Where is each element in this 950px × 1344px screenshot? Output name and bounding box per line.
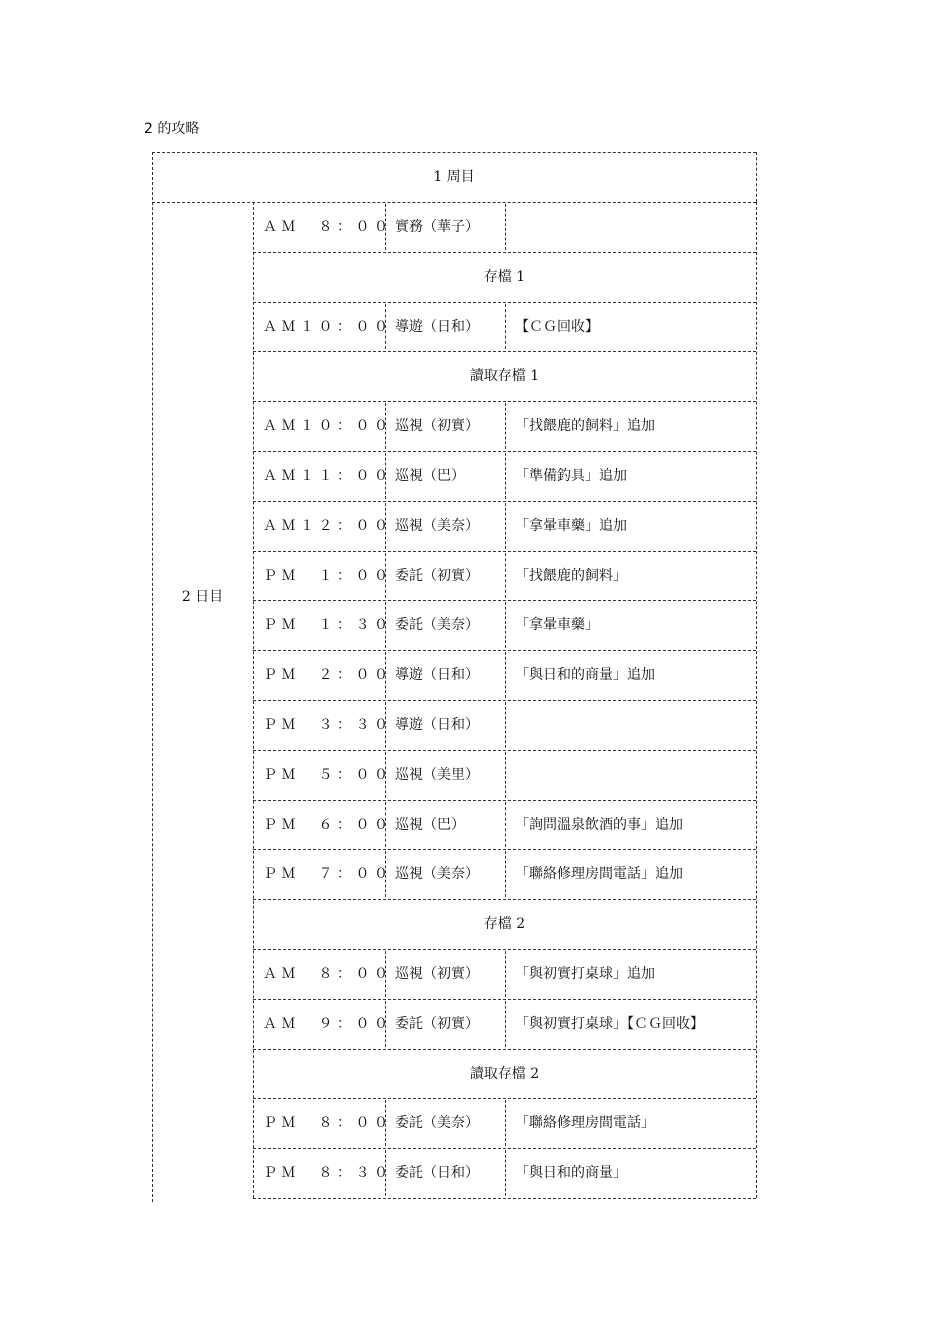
time-cell: ＰＭ ８：００: [263, 1115, 393, 1132]
time-cell: ＡＭ１０：００: [263, 418, 393, 435]
action-column-divider: [505, 752, 506, 798]
section-label: 讀取存檔 2: [469, 1065, 540, 1082]
action-cell: 實務（華子）: [395, 219, 479, 235]
action-column-divider: [505, 204, 506, 250]
row-divider: [253, 551, 756, 552]
row-divider: [253, 252, 756, 253]
action-column-divider: [505, 951, 506, 997]
action-cell: 巡視（美奈）: [395, 866, 479, 883]
action-column-divider: [505, 403, 506, 449]
time-cell: ＡＭ１２：００: [263, 517, 393, 534]
time-cell: ＰＭ ２：００: [263, 667, 393, 684]
row-divider: [253, 451, 756, 452]
title-bottom-border: [152, 202, 756, 203]
action-column-divider: [505, 1001, 506, 1047]
action-column-divider: [505, 1150, 506, 1196]
action-column-divider: [505, 304, 506, 350]
action-cell: 委託（初實）: [395, 1015, 479, 1032]
action-cell: 巡視（巴）: [395, 468, 465, 484]
row-divider: [253, 1049, 756, 1050]
note-cell: 「與初實打桌球」【ＣＧ回收】: [515, 1015, 704, 1032]
note-cell: 「與日和的商量」: [515, 1165, 627, 1182]
action-cell: 巡視（美里）: [395, 766, 479, 783]
action-cell: 導遊（日和）: [395, 667, 479, 684]
note-cell: 「詢問溫泉飲酒的事」追加: [515, 816, 683, 833]
time-cell: ＡＭ ９：００: [263, 1015, 393, 1032]
row-divider: [253, 999, 756, 1000]
action-cell: 巡視（初實）: [395, 418, 479, 435]
action-cell: 巡視（美奈）: [395, 517, 479, 534]
note-cell: 「拿暈車藥」追加: [515, 517, 627, 534]
time-cell: ＰＭ ７：００: [263, 866, 393, 883]
row-divider: [253, 1148, 756, 1149]
time-cell: ＰＭ ３：３０: [263, 717, 393, 733]
row-divider: [253, 949, 756, 950]
note-cell: 「與初實打桌球」追加: [515, 966, 655, 982]
row-divider: [253, 600, 756, 601]
table-left-border: [152, 152, 153, 1202]
time-cell: ＰＭ ８：３０: [263, 1165, 393, 1182]
row-divider: [253, 650, 756, 651]
table-top-border: [152, 152, 756, 153]
row-divider: [253, 750, 756, 751]
action-column-divider: [505, 602, 506, 648]
time-cell: ＰＭ １：００: [263, 567, 393, 584]
action-cell: 委託（初實）: [395, 567, 479, 584]
note-cell: 「聯絡修理房間電話」: [515, 1115, 655, 1132]
action-cell: 委託（日和）: [395, 1165, 479, 1182]
action-column-divider: [505, 453, 506, 499]
row-divider: [253, 849, 756, 850]
row-divider: [253, 401, 756, 402]
note-cell: 「準備釣具」追加: [515, 468, 627, 484]
action-column-divider: [505, 702, 506, 748]
row-divider: [253, 302, 756, 303]
note-cell: 【ＣＧ回收】: [515, 318, 599, 335]
section-label: 存檔 2: [483, 916, 526, 933]
time-cell: ＰＭ ５：００: [263, 766, 393, 783]
row-divider: [253, 800, 756, 801]
day-label: 2 日目: [181, 589, 224, 605]
note-cell: 「聯絡修理房間電話」追加: [515, 866, 683, 883]
section-label: 存檔 1: [483, 268, 526, 285]
grid-right-border: [756, 202, 757, 1198]
row-divider: [253, 501, 756, 502]
time-cell: ＡＭ１１：００: [263, 468, 393, 484]
time-cell: ＰＭ １：３０: [263, 617, 393, 634]
row-divider: [253, 899, 756, 900]
action-column-divider: [505, 851, 506, 897]
action-column-divider: [505, 503, 506, 549]
note-cell: 「與日和的商量」追加: [515, 667, 655, 684]
note-cell: 「找餵鹿的飼料」: [515, 567, 627, 584]
title-right-border: [756, 152, 757, 202]
document-heading: 2 的攻略: [144, 121, 200, 137]
note-cell: 「找餵鹿的飼料」追加: [515, 418, 655, 435]
action-cell: 導遊（日和）: [395, 318, 479, 335]
action-cell: 導遊（日和）: [395, 717, 479, 733]
action-column-divider: [505, 553, 506, 599]
action-column-divider: [505, 802, 506, 848]
action-cell: 巡視（巴）: [395, 816, 465, 833]
time-cell: ＰＭ ６：００: [263, 816, 393, 833]
note-cell: 「拿暈車藥」: [515, 617, 599, 634]
time-cell: ＡＭ ８：００: [263, 219, 393, 235]
time-cell: ＡＭ ８：００: [263, 966, 393, 982]
action-column-divider: [505, 652, 506, 698]
action-column-divider: [505, 1100, 506, 1146]
section-label: 讀取存檔 1: [469, 368, 540, 385]
time-cell: ＡＭ１０：００: [263, 318, 393, 335]
table-title: 1 周目: [433, 169, 475, 185]
action-cell: 委託（美奈）: [395, 1115, 479, 1132]
action-cell: 委託（美奈）: [395, 617, 479, 634]
row-divider: [253, 700, 756, 701]
row-divider: [253, 1098, 756, 1099]
row-divider: [253, 351, 756, 352]
action-cell: 巡視（初實）: [395, 966, 479, 982]
row-divider: [253, 1198, 756, 1199]
